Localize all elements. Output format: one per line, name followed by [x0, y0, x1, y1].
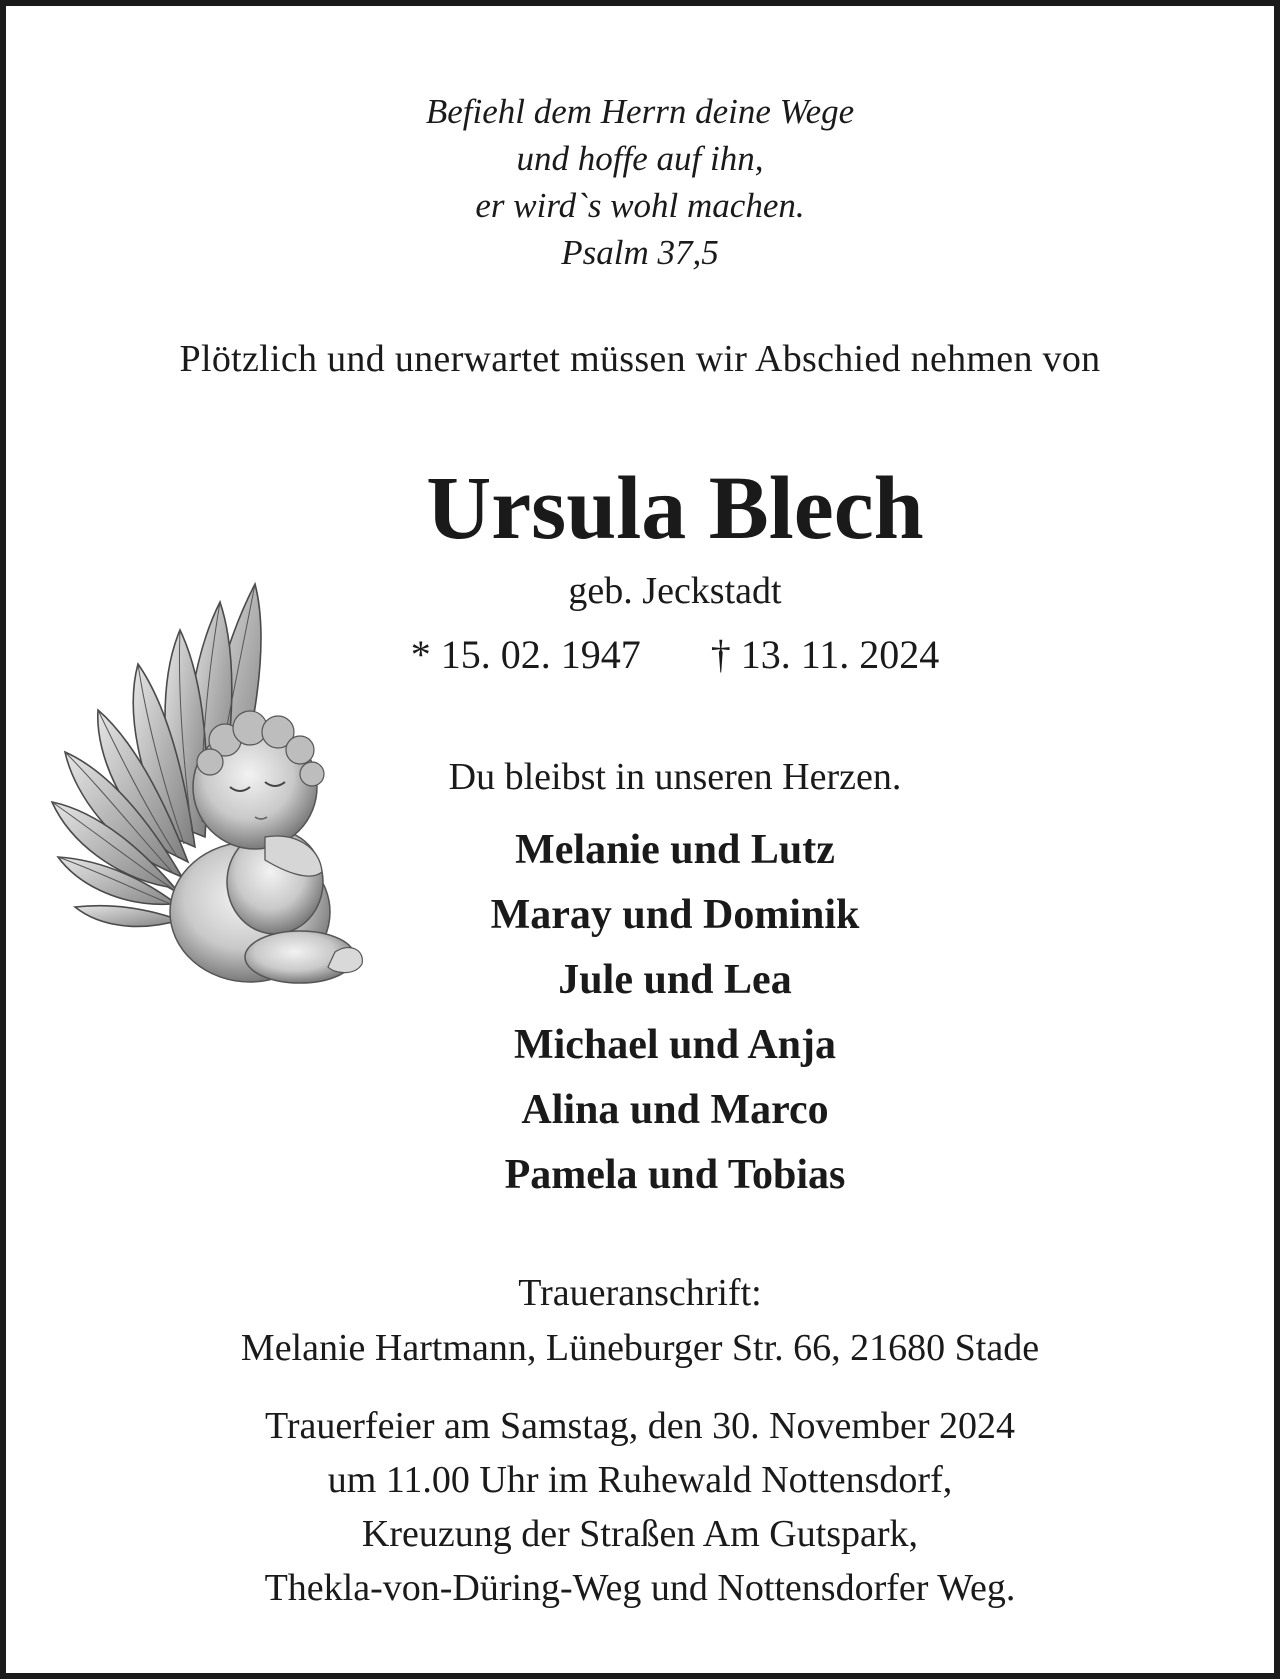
ceremony-line: um 11.00 Uhr im Ruhewald Nottensdorf, — [327, 1459, 953, 1501]
mourner-name: Melanie und Lutz — [515, 827, 835, 873]
mourner-name: Alina und Marco — [521, 1087, 829, 1133]
birth-name: geb. Jeckstadt — [568, 570, 782, 612]
address-label: Traueranschrift: — [518, 1272, 762, 1314]
verse-line: Befiehl dem Herrn deine Wege — [425, 92, 855, 131]
funeral-ceremony-info — [12, 1399, 1268, 1615]
verse-line: er wird`s wohl machen. — [475, 186, 805, 225]
mourner-name: Maray und Dominik — [490, 892, 860, 938]
intro-text: Plötzlich und unerwartet müssen wir Abschied nehmen von — [179, 338, 1101, 380]
mourner-name: Jule und Lea — [558, 957, 792, 1003]
bible-verse — [12, 88, 1268, 276]
mourning-address — [12, 1266, 1268, 1376]
deceased-name: Ursula Blech — [426, 459, 924, 558]
death-date: † 13. 11. 2024 — [710, 632, 940, 677]
sleeping-angel-figure-icon — [50, 582, 370, 1002]
verse-reference: Psalm 37,5 — [561, 233, 719, 272]
mourner-name: Pamela und Tobias — [504, 1152, 846, 1198]
verse-line: und hoffe auf ihn, — [516, 139, 764, 178]
address-value: Melanie Hartmann, Lüneburger Str. 66, 21680 Stade — [240, 1327, 1040, 1369]
ceremony-line: Thekla-von-Düring-Weg und Nottensdorfer Weg. — [264, 1567, 1016, 1609]
mourner-name: Michael und Anja — [513, 1022, 837, 1068]
ceremony-line: Kreuzung der Straßen Am Gutspark, — [361, 1513, 919, 1555]
ceremony-line: Trauerfeier am Samstag, den 30. November 2024 — [265, 1405, 1015, 1447]
farewell-text: Du bleibst in unseren Herzen. — [448, 756, 902, 798]
birth-date: * 15. 02. 1947 — [410, 632, 641, 677]
